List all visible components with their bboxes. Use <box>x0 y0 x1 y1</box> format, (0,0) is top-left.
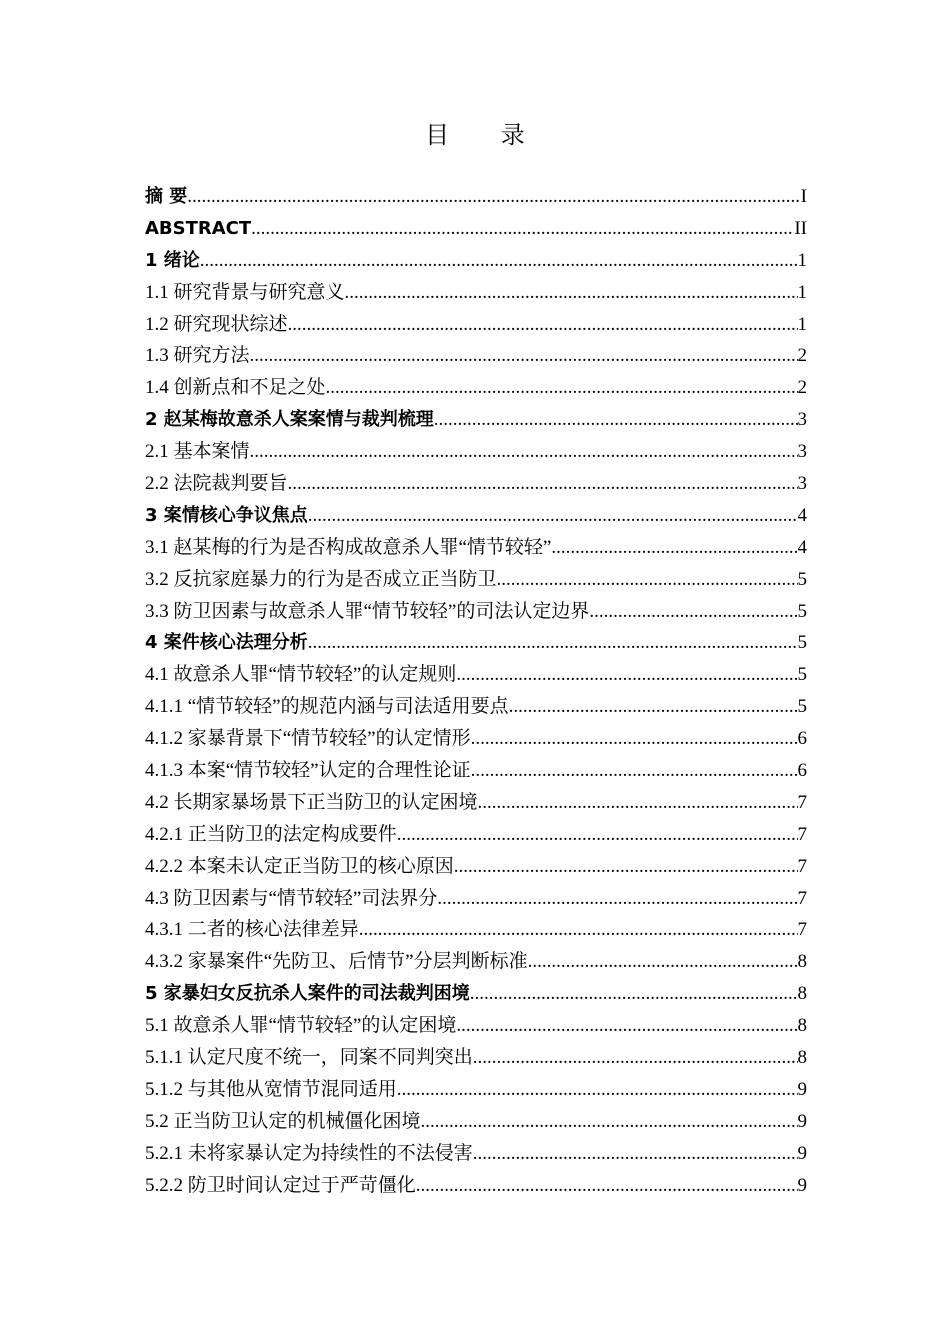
page-title: 目 录 <box>425 121 547 149</box>
toc-entry[interactable] <box>145 627 807 659</box>
toc-entry[interactable] <box>145 436 807 468</box>
toc-dot-leader <box>397 819 798 851</box>
toc-dot-leader <box>250 436 798 468</box>
toc-entry[interactable] <box>145 1010 807 1042</box>
toc-dot-leader <box>471 755 798 787</box>
toc-entry[interactable] <box>145 691 807 723</box>
toc-page-number: II <box>794 217 807 239</box>
toc-dot-leader <box>478 787 798 819</box>
toc-page-number: 5 <box>797 568 807 590</box>
toc-entry[interactable] <box>145 213 807 245</box>
toc-entry-title: 4.3.1 二者的核心法律差异 <box>145 919 359 941</box>
toc-entry[interactable] <box>145 1170 807 1202</box>
toc-entry-title: 3.3 防卫因素与故意杀人罪“情节较轻”的司法认定边界 <box>145 600 590 622</box>
toc-entry-title: 4 案件核心法理分析 <box>145 632 308 654</box>
toc-entry-title: 5.1 故意杀人罪“情节较轻”的认定困境 <box>145 1015 457 1037</box>
toc-dot-leader <box>528 946 798 978</box>
toc-entry[interactable] <box>145 1074 807 1106</box>
toc-entry-title: 4.3.2 家暴案件“先防卫、后情节”分层判断标准 <box>145 951 528 973</box>
toc-entry[interactable] <box>145 978 807 1010</box>
toc-dot-leader <box>509 691 798 723</box>
toc-entry[interactable] <box>145 596 807 628</box>
toc-page-number: 5 <box>797 600 807 622</box>
toc-entry-title: 2.2 法院裁判要旨 <box>145 473 288 495</box>
toc-dot-leader <box>470 978 798 1010</box>
toc-entry-title: 5.2.1 未将家暴认定为持续性的不法侵害 <box>145 1142 473 1164</box>
toc-entry[interactable] <box>145 404 807 436</box>
toc-dot-leader <box>288 468 798 500</box>
toc-entry[interactable] <box>145 883 807 915</box>
toc-page-number: 8 <box>797 983 807 1005</box>
toc-entry-title: 5.2.2 防卫时间认定过于严苛僵化 <box>145 1174 416 1196</box>
toc-entry-title: 3 案情核心争议焦点 <box>145 504 308 526</box>
toc-dot-leader <box>471 723 798 755</box>
toc-entry-title: 3.1 赵某梅的行为是否构成故意杀人罪“情节较轻” <box>145 536 552 558</box>
toc-page-number: 7 <box>797 823 807 845</box>
toc-page-number: 3 <box>797 409 807 431</box>
toc-entry[interactable] <box>145 277 807 309</box>
toc-entry-title: 2.1 基本案情 <box>145 441 250 463</box>
toc-dot-leader <box>326 372 798 404</box>
toc-entry-title: ABSTRACT <box>145 217 252 239</box>
toc-dot-leader <box>359 914 798 946</box>
toc-dot-leader <box>250 340 798 372</box>
toc-dot-leader <box>434 404 798 436</box>
toc-entry[interactable] <box>145 723 807 755</box>
toc-entry-title: 4.1 故意杀人罪“情节较轻”的认定规则 <box>145 664 457 686</box>
toc-entry-title: 4.3 防卫因素与“情节较轻”司法界分 <box>145 887 438 909</box>
toc-page-number: 7 <box>797 919 807 941</box>
toc-entry[interactable] <box>145 1042 807 1074</box>
toc-entry[interactable] <box>145 914 807 946</box>
toc-entry[interactable] <box>145 787 807 819</box>
toc-entry-title: 1.2 研究现状综述 <box>145 313 288 335</box>
toc-dot-leader <box>456 659 797 691</box>
toc-dot-leader <box>473 1138 798 1170</box>
toc-dot-leader <box>473 1042 798 1074</box>
toc-entry-title: 1.3 研究方法 <box>145 345 250 367</box>
toc-page-number: 3 <box>797 473 807 495</box>
toc-entry[interactable] <box>145 372 807 404</box>
toc-entry[interactable] <box>145 245 807 277</box>
toc-entry[interactable] <box>145 309 807 341</box>
toc-page-number: 9 <box>797 1110 807 1132</box>
toc-dot-leader <box>187 181 800 213</box>
toc-dot-leader <box>200 245 798 277</box>
toc-page-number: 1 <box>797 249 807 271</box>
toc-dot-leader <box>421 1106 798 1138</box>
toc-page-number: 9 <box>797 1142 807 1164</box>
toc-entry[interactable] <box>145 500 807 532</box>
toc-dot-leader <box>551 532 797 564</box>
toc-entry[interactable] <box>145 468 807 500</box>
toc-page-number: 2 <box>797 345 807 367</box>
toc-entry-title: 5.2 正当防卫认定的机械僵化困境 <box>145 1110 421 1132</box>
toc-entry-title: 4.2 长期家暴场景下正当防卫的认定困境 <box>145 791 478 813</box>
toc-page-number: 3 <box>797 441 807 463</box>
toc-entry-title: 1.1 研究背景与研究意义 <box>145 281 345 303</box>
toc-page-number: 5 <box>797 696 807 718</box>
toc-entry-title: 4.1.2 家暴背景下“情节较轻”的认定情形 <box>145 728 471 750</box>
table-of-contents <box>145 181 807 1202</box>
toc-dot-leader <box>308 500 798 532</box>
toc-entry-title: 5.1.1 认定尺度不统一，同案不同判突出 <box>145 1047 473 1069</box>
toc-dot-leader <box>497 564 798 596</box>
toc-page-number: 5 <box>797 664 807 686</box>
toc-page-number: 7 <box>797 855 807 877</box>
toc-page-number: 8 <box>797 951 807 973</box>
toc-dot-leader <box>308 627 798 659</box>
toc-page-number: 1 <box>797 281 807 303</box>
toc-entry-title: 4.2.2 本案未认定正当防卫的核心原因 <box>145 855 454 877</box>
toc-page-number: 9 <box>797 1174 807 1196</box>
toc-entry-title: 1.4 创新点和不足之处 <box>145 377 326 399</box>
toc-page-number: 7 <box>797 791 807 813</box>
toc-page-number: 9 <box>797 1078 807 1100</box>
toc-entry-title: 4.1.1 “情节较轻”的规范内涵与司法适用要点 <box>145 696 509 718</box>
toc-page-number: I <box>800 186 807 207</box>
toc-entry[interactable] <box>145 819 807 851</box>
toc-dot-leader <box>589 596 797 628</box>
toc-page-number: 8 <box>797 1047 807 1069</box>
toc-entry-title: 2 赵某梅故意杀人案案情与裁判梳理 <box>145 409 434 431</box>
toc-entry[interactable] <box>145 946 807 978</box>
toc-entry-title: 摘 要 <box>145 186 188 207</box>
toc-entry[interactable] <box>145 1138 807 1170</box>
toc-dot-leader <box>251 213 794 245</box>
toc-entry-title: 4.1.3 本案“情节较轻”认定的合理性论证 <box>145 760 471 782</box>
toc-entry[interactable] <box>145 1106 807 1138</box>
toc-page-number: 6 <box>797 760 807 782</box>
toc-entry[interactable] <box>145 564 807 596</box>
toc-dot-leader <box>397 1074 798 1106</box>
toc-dot-leader <box>437 883 797 915</box>
toc-page-number: 7 <box>797 887 807 909</box>
toc-page-number: 6 <box>797 728 807 750</box>
toc-entry[interactable] <box>145 659 807 691</box>
toc-page-number: 1 <box>797 313 807 335</box>
toc-page-number: 8 <box>797 1015 807 1037</box>
toc-dot-leader <box>288 309 798 341</box>
toc-entry[interactable] <box>145 851 807 883</box>
toc-dot-leader <box>416 1170 798 1202</box>
toc-entry[interactable] <box>145 532 807 564</box>
toc-entry-title: 3.2 反抗家庭暴力的行为是否成立正当防卫 <box>145 568 497 590</box>
toc-page-number: 4 <box>797 504 807 526</box>
toc-dot-leader <box>456 1010 797 1042</box>
toc-dot-leader <box>345 277 798 309</box>
toc-page-number: 5 <box>797 632 807 654</box>
toc-page-number: 2 <box>797 377 807 399</box>
toc-entry[interactable] <box>145 181 807 213</box>
toc-page-number: 4 <box>797 536 807 558</box>
toc-entry[interactable] <box>145 340 807 372</box>
toc-entry[interactable] <box>145 755 807 787</box>
toc-entry-title: 4.2.1 正当防卫的法定构成要件 <box>145 823 397 845</box>
toc-entry-title: 1 绪论 <box>145 249 200 271</box>
toc-dot-leader <box>454 851 798 883</box>
toc-entry-title: 5 家暴妇女反抗杀人案件的司法裁判困境 <box>145 983 470 1005</box>
toc-entry-title: 5.1.2 与其他从宽情节混同适用 <box>145 1078 397 1100</box>
